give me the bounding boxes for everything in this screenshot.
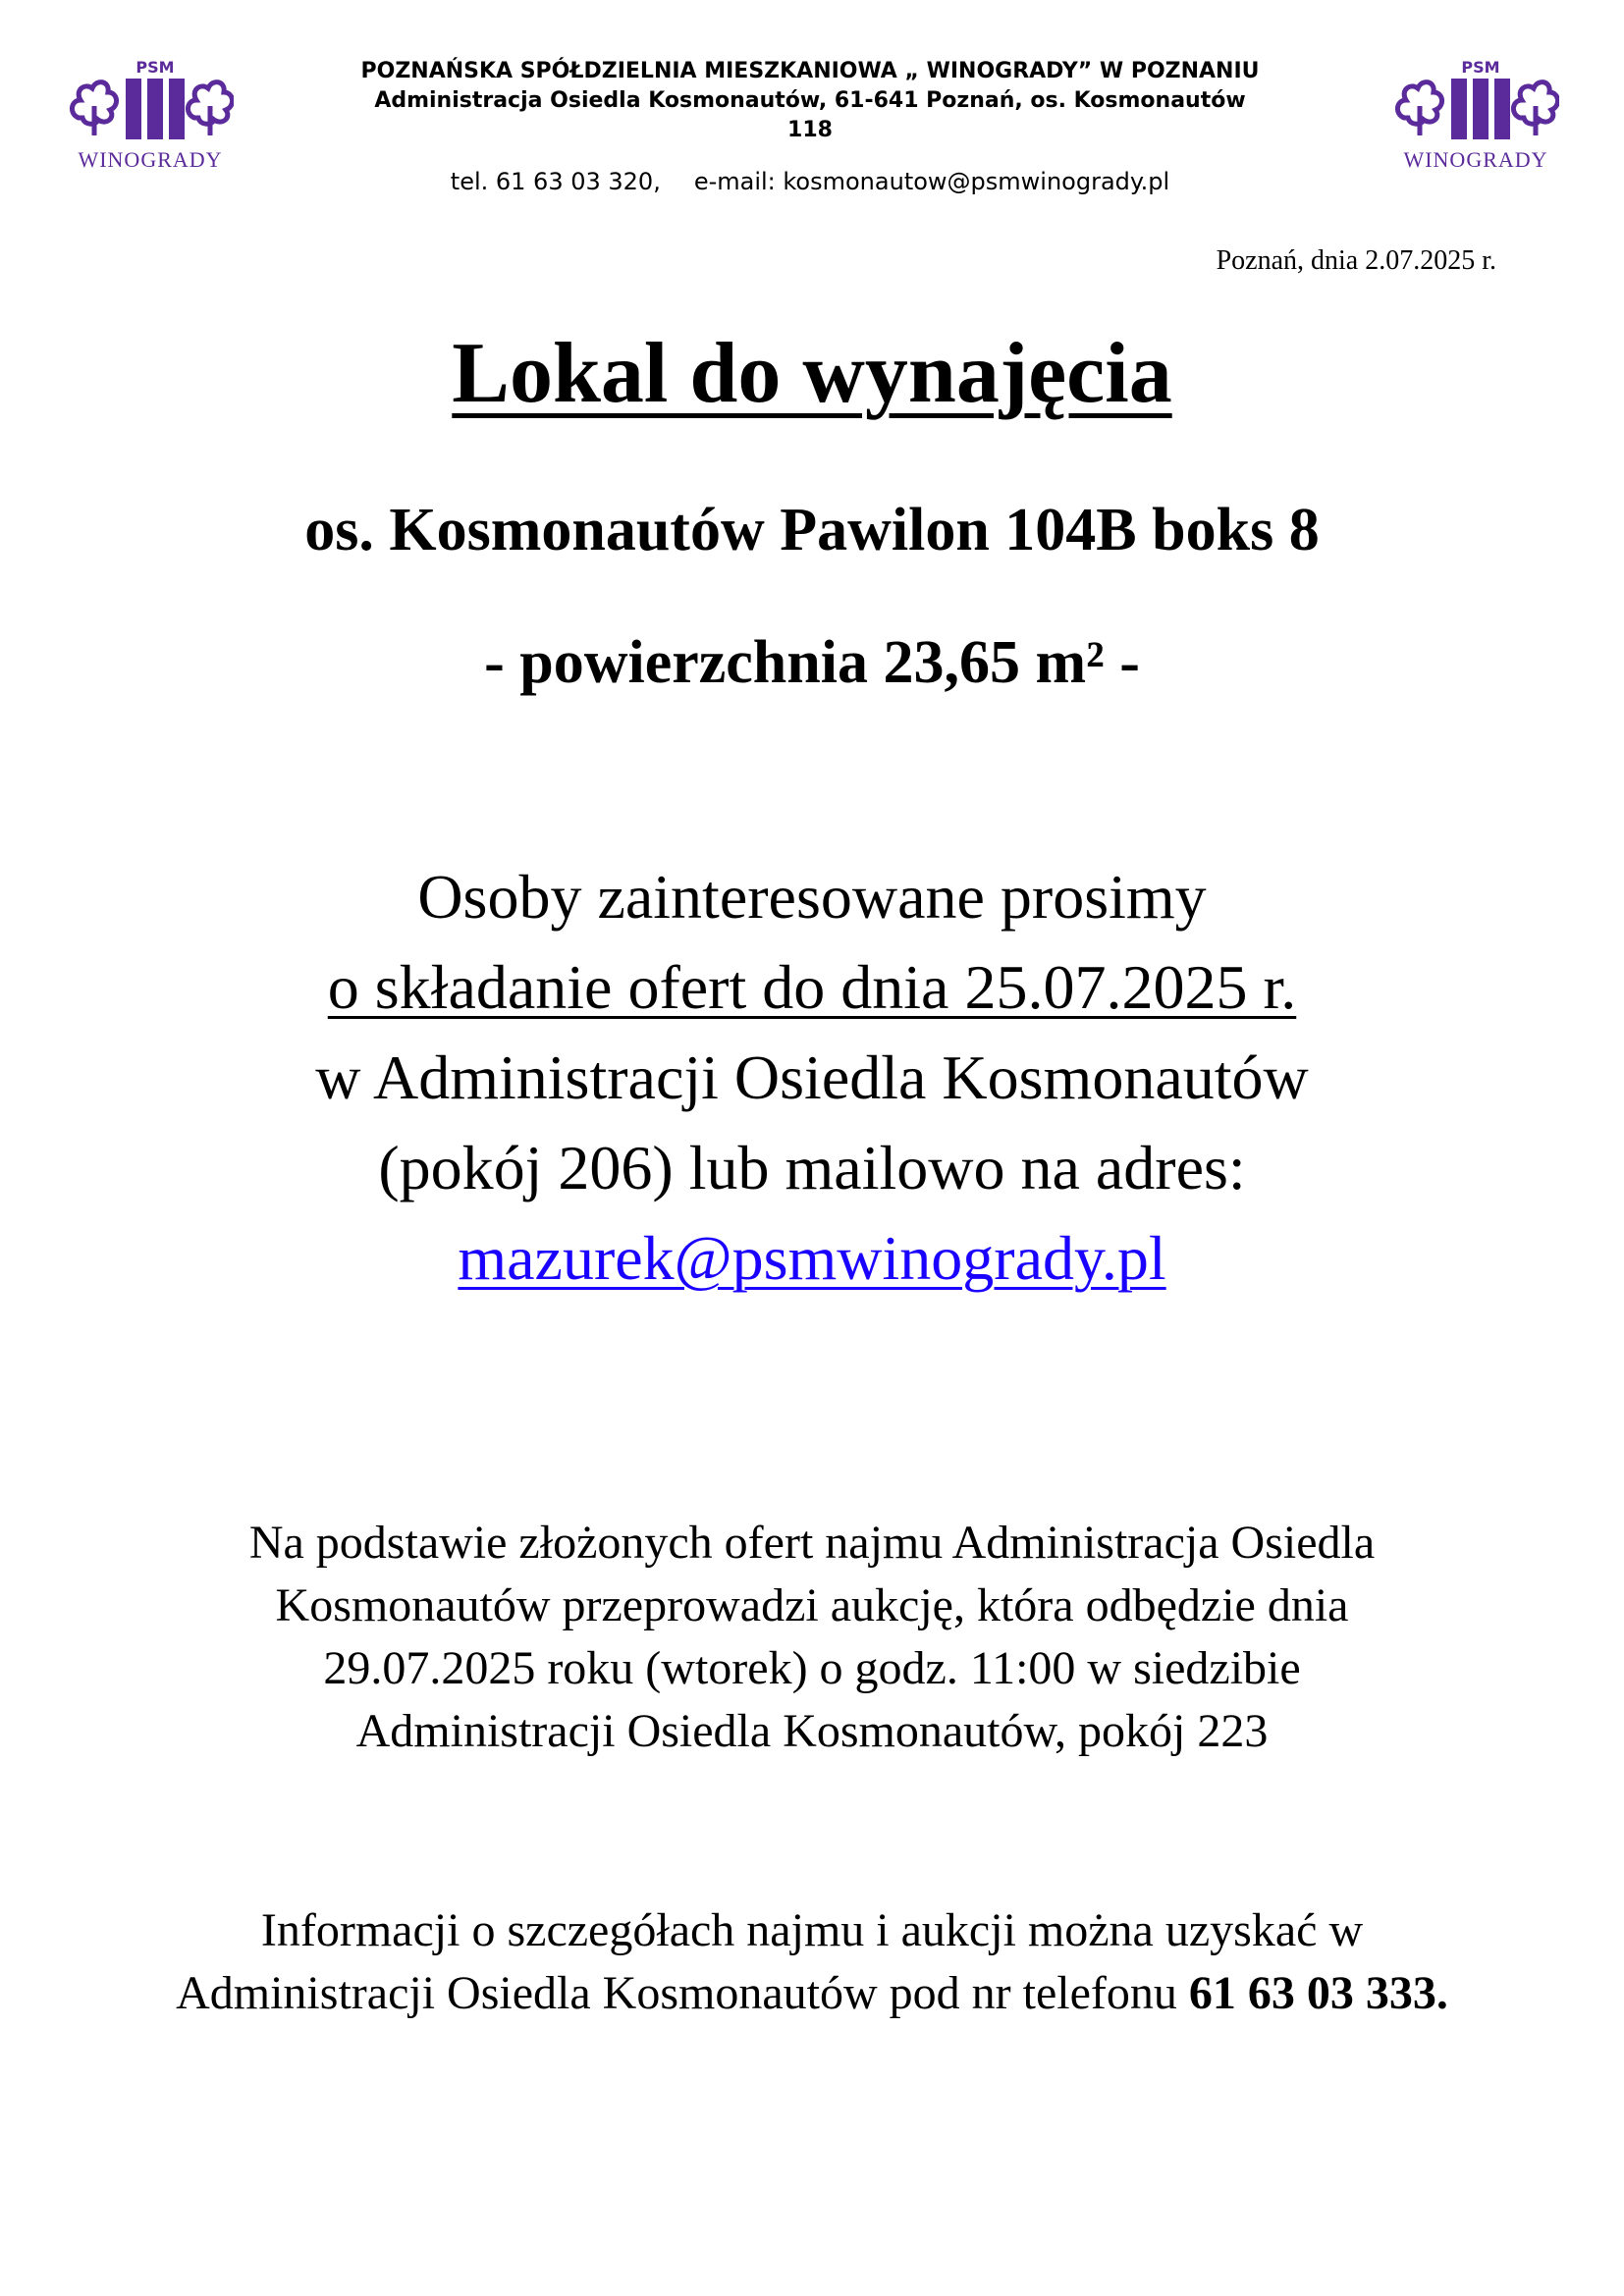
email-link[interactable]: mazurek@psmwinogrady.pl — [458, 1223, 1166, 1293]
auction-line: Kosmonautów przeprowadzi aukcję, która odbędzie dnia — [275, 1579, 1349, 1631]
offer-paragraph — [0, 852, 1624, 1304]
area-subtitle: - powierzchnia 23,65 m² - — [484, 629, 1140, 696]
address-number: 118 — [787, 118, 833, 142]
organization-name: POZNAŃSKA SPÓŁDZIELNIA MIESZKANIOWA „ WINOGRADY” W POZNANIU — [360, 59, 1260, 83]
auction-line: Administracji Osiedla Kosmonautów, pokój 223 — [355, 1705, 1269, 1757]
info-phone: 61 63 03 333. — [1188, 1967, 1448, 2019]
document-date: Poznań, dnia 2.07.2025 r. — [1216, 245, 1496, 276]
winogrady-logo-left — [67, 57, 234, 175]
psm-logo-icon — [1392, 57, 1559, 145]
phone-text: tel. 61 63 03 320, — [450, 168, 661, 195]
auction-paragraph — [0, 1512, 1624, 1763]
auction-line: 29.07.2025 roku (wtorek) o godz. 11:00 w siedzibie — [323, 1642, 1301, 1694]
administration-address: Administracja Osiedla Kosmonautów, 61-641 Poznań, os. Kosmonautów — [374, 88, 1246, 113]
page-title: Lokal do wynajęcia — [452, 326, 1172, 421]
offer-line: Osoby zainteresowane prosimy — [417, 862, 1207, 932]
location-subtitle: os. Kosmonautów Pawilon 104B boks 8 — [304, 497, 1320, 563]
svg-text:PSM: PSM — [1461, 58, 1500, 77]
offer-line: w Administracji Osiedla Kosmonautów — [315, 1042, 1309, 1112]
letterhead — [255, 57, 1365, 145]
auction-line: Na podstawie złożonych ofert najmu Administracja Osiedla — [248, 1517, 1376, 1569]
info-line: Informacji o szczegółach najmu i aukcji można uzyskać w — [260, 1904, 1364, 1956]
logo-text: WINOGRADY — [1403, 147, 1548, 172]
offer-deadline: o składanie ofert do dnia 25.07.2025 r. — [327, 952, 1297, 1022]
contact-line — [255, 167, 1365, 196]
offer-line: (pokój 206) lub mailowo na adres: — [378, 1133, 1246, 1202]
info-paragraph — [0, 1899, 1624, 2025]
logo-text: WINOGRADY — [78, 147, 223, 172]
info-line: Administracji Osiedla Kosmonautów pod nr telefonu — [176, 1967, 1189, 2019]
email-text: e-mail: kosmonautow@psmwinogrady.pl — [693, 168, 1170, 195]
svg-text:PSM: PSM — [135, 58, 175, 77]
psm-logo-icon — [67, 57, 234, 145]
winogrady-logo-right — [1392, 57, 1559, 175]
